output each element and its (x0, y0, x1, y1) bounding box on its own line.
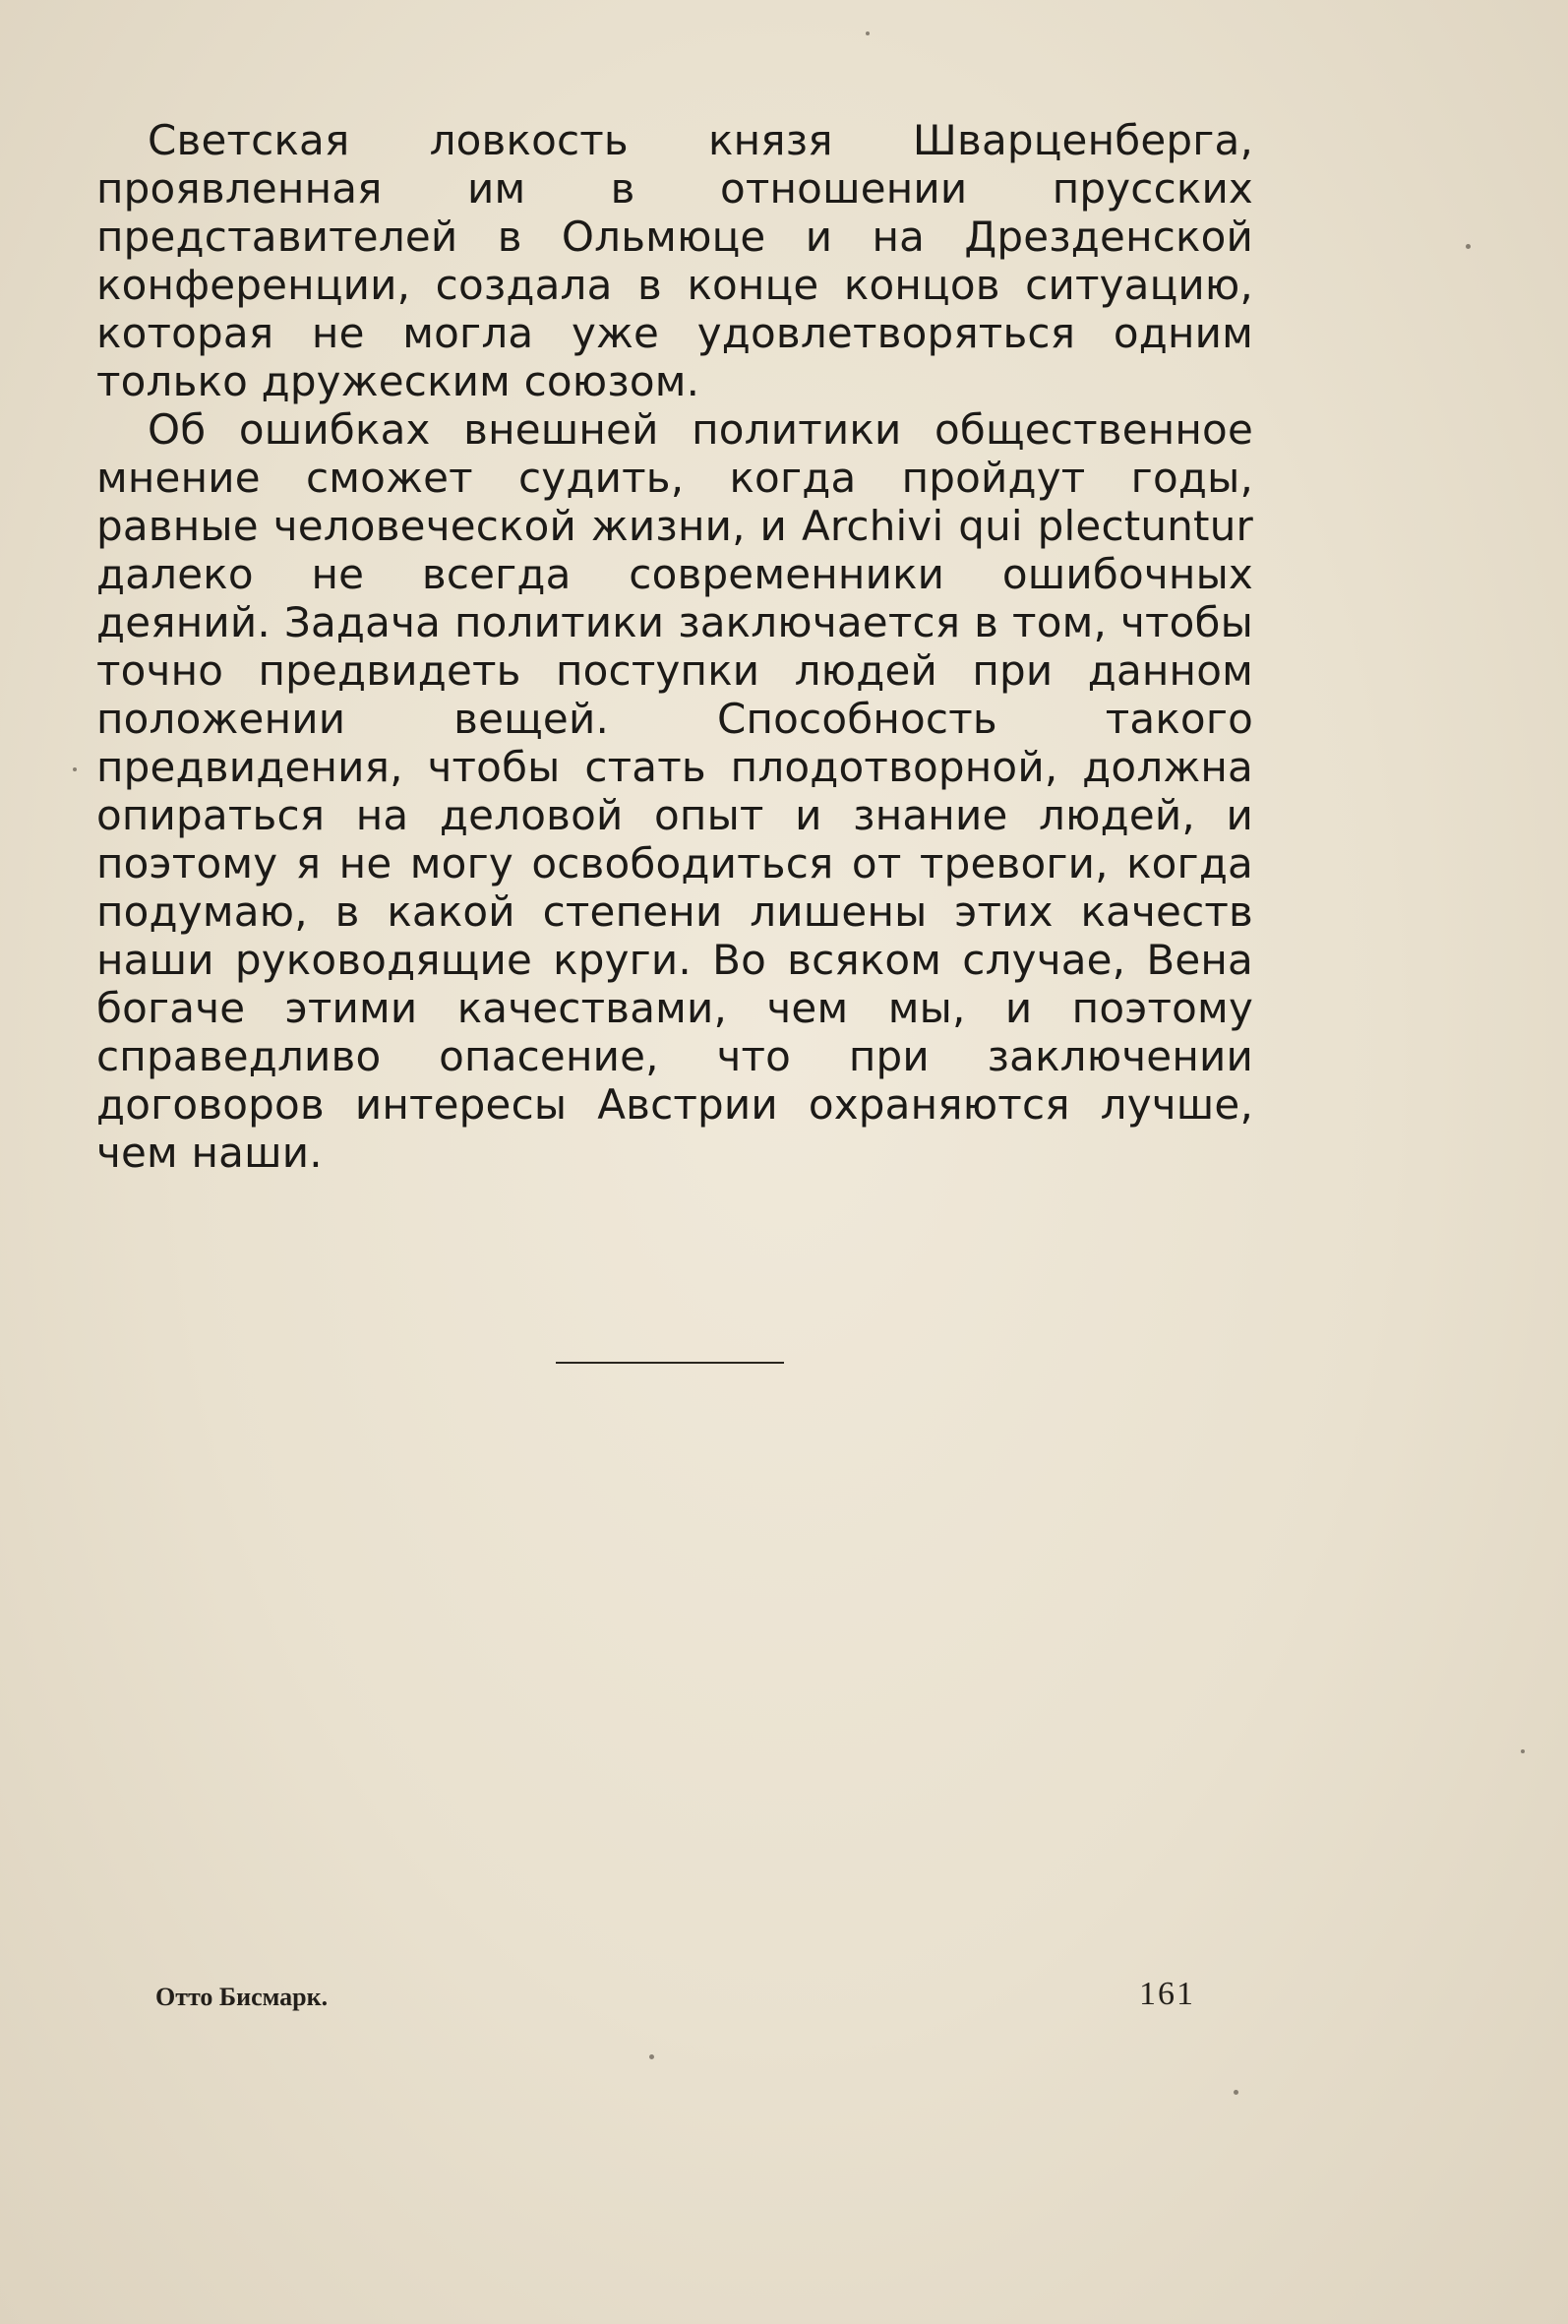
footer-signature: Отто Бисмарк. (155, 1983, 329, 2011)
paper-speck (1234, 2090, 1238, 2095)
body-text (96, 116, 1253, 1177)
paper-speck (866, 31, 870, 35)
paragraph-1: Светская ловкость князя Шварценберга, проявленная им в отношении прусских представителей в Ольмюце и на Дрезденской конференции, создала в конце концов ситуацию, которая не могла уже удовлетворяться одним только дружеским союзом. (96, 116, 1253, 405)
section-divider (556, 1362, 784, 1364)
page-number: 161 (1139, 1976, 1195, 2012)
paper-speck (73, 767, 77, 771)
paragraph-2: Об ошибках внешней политики общественное мнение сможет судить, когда пройдут годы, равные человеческой жизни, и Archivi qui plectuntur далеко не всегда современники ошибочных деяний. Задача политики заключается в том, чтобы точно предвидеть поступки людей при данном положении вещей. Способность такого предвидения, чтобы стать плодотворной, должна опираться на деловой опыт и знание людей, и поэтому я не могу освободиться от тревоги, когда подумаю, в какой степени лишены этих качеств наши руководящие круги. Во всяком случае, Вена богаче этими качествами, чем мы, и поэтому справедливо опасение, что при заключении договоров интересы Австрии охраняются лучше, чем наши. (96, 405, 1253, 1177)
paper-speck (1466, 244, 1471, 249)
paper-speck (649, 2054, 654, 2059)
paper-speck (1521, 1749, 1525, 1753)
